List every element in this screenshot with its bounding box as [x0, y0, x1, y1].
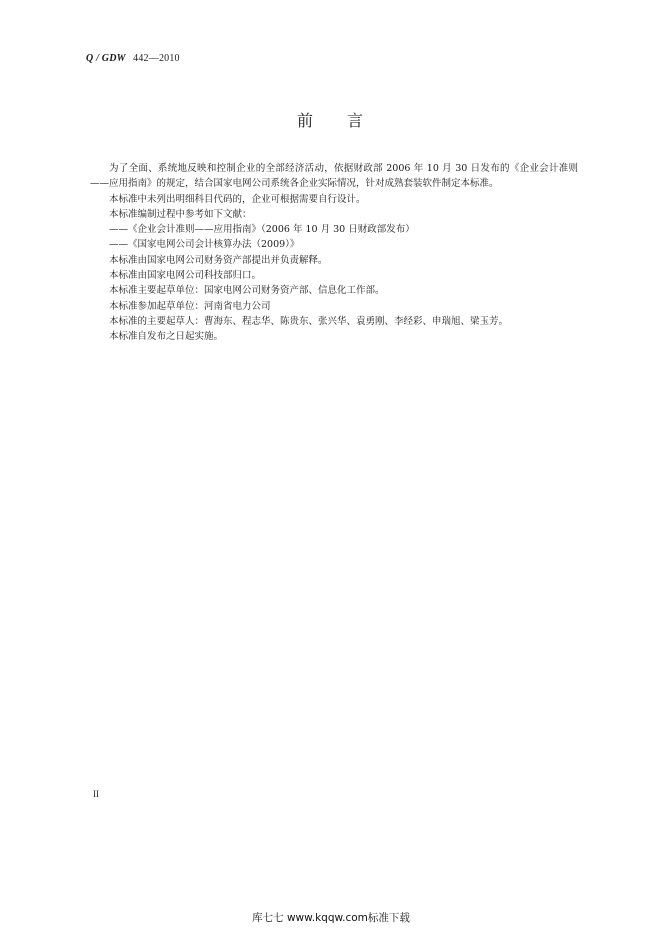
foreword-paragraph: 本标准编制过程中参考如下文献：: [109, 208, 252, 220]
foreword-paragraph: 本标准自发布之日起实施。: [109, 331, 224, 343]
standard-code-number: 442—2010: [133, 53, 180, 64]
page-number: II: [93, 789, 99, 799]
reference-item: ——《国家电网公司会计核算办法（2009）》: [109, 239, 300, 251]
foreword-paragraph: 本标准参加起草单位：河南省电力公司: [109, 300, 271, 312]
foreword-paragraph: 本标准的主要起草人：曹海东、程志华、陈贵东、张兴华、袁勇刚、李经彩、申瑞旭、梁玉芳。: [109, 315, 509, 327]
foreword-paragraph: 本标准由国家电网公司科技部归口。: [109, 270, 262, 282]
foreword-paragraph: 为了全面、系统地反映和控制企业的全部经济活动，依据财政部 2006 年 10 月 30 日发布的《企业会计准则——应用指南》的规定，结合国家电网公司系统各企业实际情况，针对成熟套装软件制定本标准。: [90, 163, 578, 190]
standard-code-prefix: Q / GDW: [86, 53, 126, 64]
reference-item: ——《企业会计准则——应用指南》（2006 年 10 月 30 日财政部发布）: [109, 224, 415, 236]
foreword-paragraph: 本标准主要起草单位：国家电网公司财务资产部、信息化工作部。: [109, 285, 385, 297]
foreword-body: [90, 161, 578, 345]
page-title-char-2: 言: [347, 111, 366, 130]
page-title: [0, 108, 662, 131]
watermark-text: 库七七 www.kqqw.com标准下载: [252, 912, 410, 924]
foreword-paragraph: 本标准中未列出明细科目代码的，企业可根据需要自行设计。: [109, 193, 366, 205]
foreword-paragraph: 本标准由国家电网公司财务资产部提出并负责解释。: [109, 254, 328, 266]
standard-code: [86, 53, 180, 64]
page-title-char-1: 前: [296, 111, 315, 130]
